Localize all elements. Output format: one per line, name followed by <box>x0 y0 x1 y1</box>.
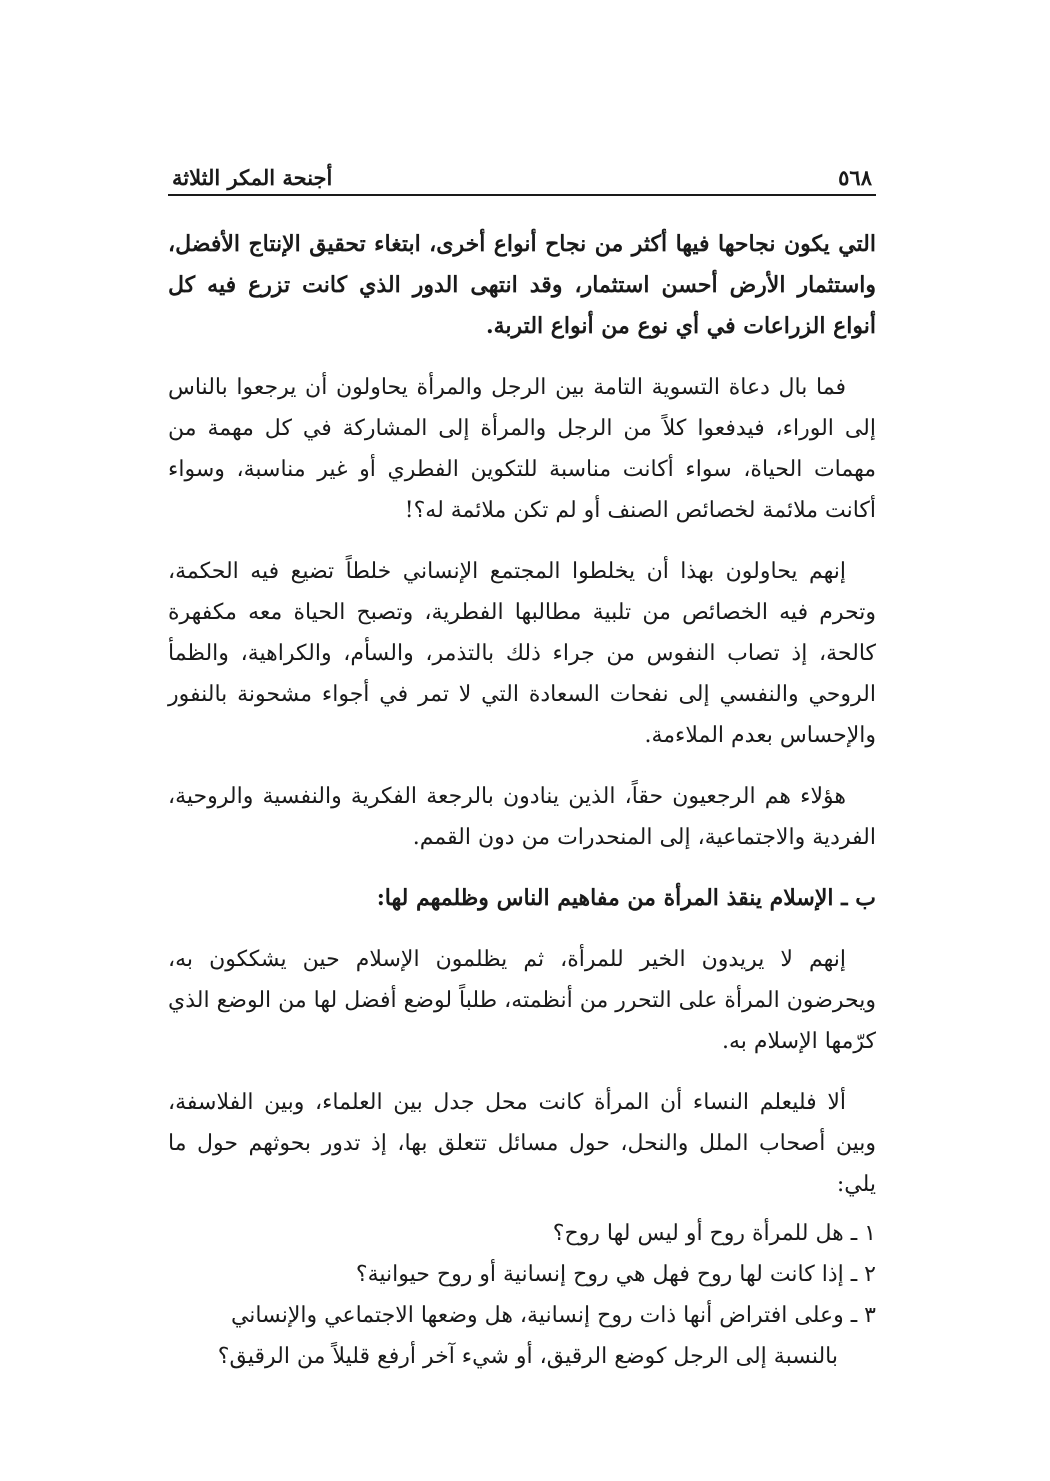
running-header <box>168 160 876 196</box>
list-item: ٢ ـ إذا كانت لها روح فهل هي روح إنسانية أو روح حيوانية؟ <box>355 1262 876 1287</box>
page-body <box>168 224 876 1377</box>
paragraph: فما بال دعاة التسوية التامة بين الرجل والمرأة يحاولون أن يرجعوا بالناس إلى الوراء، فيدفعوا كلاً من الرجل والمرأة إلى المشاركة في كل مهمة من مهمات الحياة، سواء أكانت مناسبة للتكوين الفطري أو غير مناسبة، وسواء أكانت ملائمة لخصائص الصنف أو لم تكن ملائمة له؟! <box>168 375 876 523</box>
paragraph: إنهم لا يريدون الخير للمرأة، ثم يظلمون الإسلام حين يشككون به، ويحرضون المرأة على التحرر من أنظمته، طلباً لوضع أفضل لها من الوضع الذي كرّمها الإسلام به. <box>168 947 876 1054</box>
list-item: ١ ـ هل للمرأة روح أو ليس لها روح؟ <box>552 1221 876 1246</box>
book-title: أجنحة المكر الثلاثة <box>172 165 333 190</box>
paragraph-continued: التي يكون نجاحها فيها أكثر من نجاح أنواع أخرى، ابتغاء تحقيق الإنتاج الأفضل، واستثمار الأرض أحسن استثمار، وقد انتهى الدور الذي كانت تزرع فيه كل أنواع الزراعات في أي نوع من أنواع التربة. <box>168 231 876 339</box>
list-item: ٣ ـ وعلى افتراض أنها ذات روح إنسانية، هل وضعها الاجتماعي والإنساني بالنسبة إلى الرجل كوضع الرقيق، أو شيء آخر أرفع قليلاً من الرقيق؟ <box>217 1303 876 1369</box>
paragraph: ألا فليعلم النساء أن المرأة كانت محل جدل بين العلماء، وبين الفلاسفة، وبين أصحاب الملل والنحل، حول مسائل تتعلق بها، إذ تدور بحوثهم حول ما يلي: <box>168 1090 876 1197</box>
page-number: ٥٦٨ <box>838 165 872 190</box>
questions-list <box>168 1213 876 1377</box>
book-page <box>168 160 876 1377</box>
paragraph: هؤلاء هم الرجعيون حقاً، الذين ينادون بالرجعة الفكرية والنفسية والروحية، الفردية والاجتماعية، إلى المنحدرات من دون القمم. <box>168 784 876 850</box>
paragraph: إنهم يحاولون بهذا أن يخلطوا المجتمع الإنساني خلطاً تضيع فيه الحكمة، وتحرم فيه الخصائص من تلبية مطالبها الفطرية، وتصبح الحياة معه مكفهرة كالحة، إذ تصاب النفوس من جراء ذلك بالتذمر، والسأم، والكراهية، والظمأ الروحي والنفسي إلى نفحات السعادة التي لا تمر في أجواء مشحونة بالنفور والإحساس بعدم الملاءمة. <box>168 559 876 748</box>
section-heading: ب ـ الإسلام ينقذ المرأة من مفاهيم الناس وظلمهم لها: <box>376 885 876 911</box>
